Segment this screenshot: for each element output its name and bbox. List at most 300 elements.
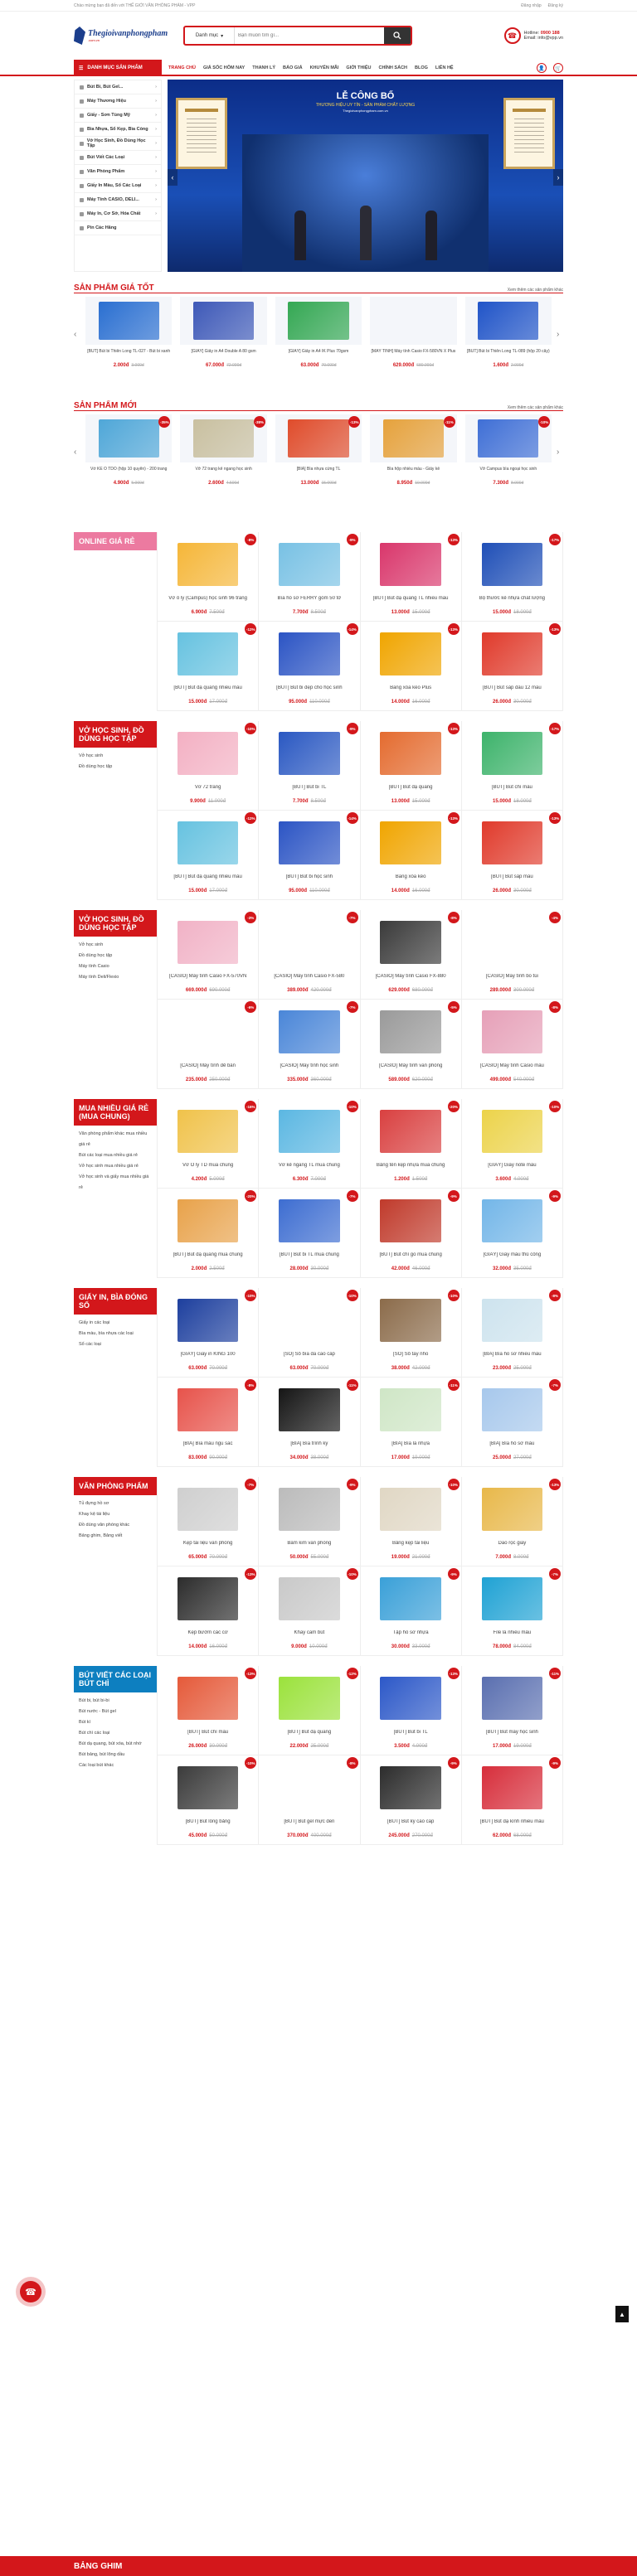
product-name[interactable]: Vở Ô ly TD mua chung bbox=[182, 1163, 234, 1168]
product-name[interactable]: [MÁY TÍNH] Máy tính Casio FX-580VN X Plus bbox=[371, 349, 456, 354]
product-price: 95.000đ bbox=[289, 889, 308, 893]
discount-badge: -13% bbox=[448, 1668, 460, 1679]
slider-prev-icon[interactable]: ‹ bbox=[74, 448, 77, 457]
product-image[interactable] bbox=[367, 1571, 455, 1626]
category-sublink[interactable]: Máy tính Casio bbox=[79, 964, 109, 969]
product-name[interactable]: [CASIO] Máy tính Casio FX-580 bbox=[274, 974, 345, 979]
category-sublink[interactable]: Bìa màu, bìa nhựa các loại bbox=[79, 1331, 134, 1336]
product-price: 3.500đ bbox=[394, 1744, 410, 1749]
product-card[interactable] bbox=[259, 721, 360, 811]
product-name[interactable]: Vở 72 trang bbox=[194, 785, 221, 790]
product-card[interactable] bbox=[462, 811, 563, 900]
product-image[interactable] bbox=[265, 1671, 353, 1726]
product-name[interactable]: Dao rọc giấy bbox=[498, 1541, 527, 1546]
product-card[interactable] bbox=[259, 1378, 360, 1467]
category-sublink[interactable]: Các loại bút khác bbox=[79, 1763, 114, 1768]
product-price: 13.000đ bbox=[300, 481, 319, 486]
product-card[interactable] bbox=[158, 1755, 259, 1845]
product-name[interactable]: [BÚT] Bút dạ quang nhiều màu bbox=[173, 685, 242, 690]
product-name[interactable]: [BÚT] Bút bi TL mua chung bbox=[279, 1252, 339, 1257]
nav-link-1[interactable]: GIÁ SỐC HÔM NAY bbox=[203, 65, 246, 70]
product-name[interactable]: [BÚT] Bút dạ quang bbox=[287, 1730, 332, 1735]
nav-link-6[interactable]: CHÍNH SÁCH bbox=[378, 65, 408, 70]
product-name[interactable]: [BÚT] Bút bi TL bbox=[393, 1730, 428, 1735]
product-card[interactable] bbox=[158, 1099, 259, 1189]
product-image[interactable] bbox=[164, 726, 251, 781]
product-name[interactable]: [BÚT] Bút sáp dầu 12 màu bbox=[483, 685, 542, 690]
product-card[interactable] bbox=[158, 811, 259, 900]
product-old-price: 4.000đ bbox=[411, 1744, 428, 1749]
product-image[interactable] bbox=[367, 1382, 455, 1437]
product-image[interactable] bbox=[265, 1382, 353, 1437]
product-image[interactable] bbox=[164, 816, 251, 870]
slider-next-icon[interactable]: › bbox=[557, 448, 560, 457]
category-sublink[interactable]: Đồ dùng văn phòng khác bbox=[79, 1523, 130, 1528]
category-sublink[interactable]: Khay kệ tài liệu bbox=[79, 1512, 110, 1517]
product-old-price: 400.000đ bbox=[310, 1833, 332, 1838]
product-name[interactable]: [CASIO] Máy tính bỏ túi bbox=[485, 974, 538, 979]
search-category-select[interactable] bbox=[185, 27, 235, 44]
category-sublink[interactable]: Tủ đựng hồ sơ bbox=[79, 1501, 109, 1506]
search-button[interactable] bbox=[384, 27, 411, 44]
cart-icon[interactable]: 🛒 bbox=[553, 63, 563, 73]
product-name[interactable]: [BÚT] Bút sáp màu bbox=[491, 874, 533, 879]
product-image[interactable] bbox=[265, 816, 353, 870]
category-block-title[interactable]: MUA NHIỀU GIÁ RẺ (MUA CHUNG) bbox=[74, 1099, 157, 1126]
product-name[interactable]: [BÌA] Bìa nhựa cứng TL bbox=[296, 467, 341, 472]
side-category-item[interactable] bbox=[75, 151, 161, 165]
product-card[interactable] bbox=[259, 1477, 360, 1566]
product-image[interactable] bbox=[265, 1293, 353, 1348]
product-card[interactable] bbox=[361, 532, 462, 622]
category-menu-button[interactable] bbox=[74, 60, 162, 76]
product-name[interactable]: [BÚT] Bút bi Thiên Long TL-089 (hộp 20 cây) bbox=[467, 349, 550, 354]
category-sublink[interactable]: Đồ dùng học tập bbox=[79, 764, 113, 769]
product-name[interactable]: [GIẤY] Giấy note màu bbox=[488, 1163, 537, 1168]
product-old-price: 11.000đ bbox=[207, 799, 226, 804]
product-image[interactable] bbox=[469, 1194, 556, 1248]
product-card[interactable] bbox=[361, 1755, 462, 1845]
product-card[interactable] bbox=[259, 910, 360, 1000]
product-image[interactable] bbox=[367, 816, 455, 870]
product-name[interactable]: [BÌA] Bìa màu ngũ sắc bbox=[182, 1441, 233, 1446]
product-image[interactable] bbox=[265, 1760, 353, 1815]
category-sublink[interactable]: Sổ các loại bbox=[79, 1342, 101, 1347]
nav-link-7[interactable]: BLOG bbox=[415, 65, 428, 70]
product-price-row bbox=[85, 481, 172, 486]
product-image[interactable] bbox=[367, 1104, 455, 1159]
product-name[interactable]: [BÚT] Bút ký cao cấp bbox=[387, 1819, 435, 1824]
product-card[interactable] bbox=[180, 297, 266, 385]
product-image[interactable] bbox=[265, 726, 353, 781]
product-card[interactable] bbox=[275, 297, 362, 385]
product-thumbnail bbox=[279, 1488, 340, 1532]
product-price-row bbox=[164, 1555, 251, 1560]
product-name[interactable]: Bấm kim văn phòng bbox=[287, 1541, 332, 1546]
side-category-item[interactable] bbox=[75, 137, 161, 151]
product-thumbnail bbox=[380, 821, 441, 865]
product-name[interactable]: Băng xóa kéo bbox=[395, 874, 426, 879]
product-card[interactable] bbox=[462, 910, 563, 1000]
product-name[interactable]: [CASIO] Máy tính Casio màu bbox=[479, 1063, 544, 1068]
product-thumbnail bbox=[380, 1677, 441, 1721]
product-image[interactable] bbox=[265, 915, 353, 970]
product-card[interactable] bbox=[361, 1378, 462, 1467]
category-sublink[interactable]: Vở học sinh bbox=[79, 942, 104, 947]
product-price-row bbox=[265, 799, 353, 804]
side-category-item[interactable] bbox=[75, 193, 161, 207]
product-name[interactable]: Vở Campus bìa ngoại học sinh bbox=[479, 467, 537, 472]
product-image[interactable] bbox=[469, 1104, 556, 1159]
banner-next-arrow-icon[interactable]: › bbox=[553, 169, 563, 186]
product-name[interactable]: [BÚT] Bút chì màu bbox=[187, 1730, 229, 1735]
category-sublink[interactable]: Vở học sinh bbox=[79, 753, 104, 758]
product-name[interactable]: [BÚT] Bút dạ quang nhiều màu bbox=[173, 874, 242, 879]
product-image[interactable] bbox=[164, 1671, 251, 1726]
product-image[interactable] bbox=[465, 297, 552, 345]
product-name[interactable]: [BÌA] Bìa hồ sơ nhiều màu bbox=[483, 1352, 542, 1357]
product-card[interactable] bbox=[85, 297, 172, 385]
product-name[interactable]: Bộ thước kẻ nhựa chất lượng bbox=[479, 596, 546, 601]
category-product-grid bbox=[157, 721, 563, 900]
product-thumbnail bbox=[380, 1110, 441, 1154]
product-card[interactable] bbox=[465, 414, 552, 502]
product-image[interactable] bbox=[265, 1482, 353, 1537]
nav-link-3[interactable]: BÁO GIÁ bbox=[283, 65, 303, 70]
product-card[interactable] bbox=[462, 1378, 563, 1467]
discount-badge: -12% bbox=[245, 623, 256, 635]
product-card[interactable] bbox=[465, 297, 552, 385]
product-image[interactable] bbox=[367, 1005, 455, 1059]
product-card[interactable] bbox=[85, 414, 172, 502]
product-name[interactable]: [BÚT] Bút chì gỗ mua chung bbox=[379, 1252, 442, 1257]
product-image[interactable] bbox=[164, 1293, 251, 1348]
product-card[interactable] bbox=[361, 1477, 462, 1566]
hotline-number[interactable]: 0900 188 bbox=[540, 31, 560, 36]
product-image[interactable] bbox=[164, 627, 251, 681]
product-thumbnail bbox=[380, 1766, 441, 1810]
product-image[interactable] bbox=[367, 1293, 455, 1348]
product-card[interactable] bbox=[259, 1288, 360, 1378]
product-image[interactable] bbox=[265, 627, 353, 681]
side-category-item[interactable] bbox=[75, 94, 161, 109]
product-card[interactable] bbox=[158, 1288, 259, 1378]
product-name[interactable]: Bảng tên kẹp nhựa mua chung bbox=[376, 1163, 445, 1168]
product-image[interactable] bbox=[367, 1194, 455, 1248]
category-sublink[interactable]: Bút kí bbox=[79, 1720, 91, 1725]
category-sublink[interactable]: Bút các loại mua nhiều giá rẻ bbox=[79, 1153, 138, 1158]
product-card[interactable] bbox=[158, 1000, 259, 1089]
product-image[interactable] bbox=[469, 1382, 556, 1437]
product-price: 83.000đ bbox=[188, 1455, 207, 1460]
product-name[interactable]: File lá nhiều màu bbox=[493, 1630, 532, 1635]
product-card[interactable] bbox=[361, 1189, 462, 1278]
product-image[interactable] bbox=[164, 1571, 251, 1626]
product-name[interactable]: [CASIO] Máy tính văn phòng bbox=[378, 1063, 443, 1068]
side-category-item[interactable] bbox=[75, 165, 161, 179]
category-sublink[interactable]: Bút nước - Bút gel bbox=[79, 1709, 116, 1714]
product-image[interactable] bbox=[469, 1482, 556, 1537]
product-name[interactable]: [CASIO] Máy tính Casio FX-880 bbox=[375, 974, 446, 979]
product-image[interactable] bbox=[367, 1671, 455, 1726]
product-name[interactable]: Bảng kẹp tài liệu bbox=[391, 1541, 430, 1546]
product-name[interactable]: [BÚT] Bút dạ quang bbox=[388, 785, 433, 790]
product-image[interactable] bbox=[469, 915, 556, 970]
product-name[interactable]: [SỔ] Sổ bìa da cao cấp bbox=[283, 1352, 335, 1357]
category-block-title[interactable]: GIẤY IN, BÌA ĐÓNG SỔ bbox=[74, 1288, 157, 1315]
product-card[interactable] bbox=[158, 1378, 259, 1467]
product-image[interactable] bbox=[265, 537, 353, 592]
product-image[interactable] bbox=[367, 537, 455, 592]
product-name[interactable]: Khay cắm bút bbox=[294, 1630, 325, 1635]
search-input[interactable] bbox=[235, 27, 384, 44]
category-block-title[interactable]: ONLINE GIÁ RẺ bbox=[74, 532, 157, 550]
product-thumbnail bbox=[279, 1577, 340, 1621]
good-price-more-link[interactable]: Xem thêm các sản phẩm khác bbox=[507, 288, 563, 293]
nav-link-4[interactable]: KHUYẾN MÃI bbox=[309, 65, 339, 70]
product-card[interactable] bbox=[361, 1566, 462, 1656]
product-card[interactable] bbox=[370, 414, 456, 502]
product-name[interactable]: [BÚT] Bút dạ quang TL nhiều màu bbox=[372, 596, 449, 601]
product-name[interactable]: [BÚT] Bút bi đẹp cho học sinh bbox=[276, 685, 343, 690]
product-card[interactable] bbox=[462, 1000, 563, 1089]
nav-link-2[interactable]: THANH LÝ bbox=[252, 65, 276, 70]
category-block-title[interactable]: VỞ HỌC SINH, ĐỒ DÙNG HỌC TẬP bbox=[74, 910, 157, 937]
category-sublink[interactable]: Bút bảng, bút lông dầu bbox=[79, 1752, 125, 1757]
product-card[interactable] bbox=[462, 532, 563, 622]
product-image[interactable] bbox=[164, 1760, 251, 1815]
product-thumbnail bbox=[380, 1010, 441, 1054]
product-image[interactable] bbox=[265, 1005, 353, 1059]
product-card[interactable] bbox=[361, 1666, 462, 1755]
chevron-down-icon: ▾ bbox=[221, 33, 224, 39]
product-name[interactable]: [BÌA] Bìa trình ký bbox=[290, 1441, 328, 1446]
category-sublink[interactable]: Giấy in các loại bbox=[79, 1320, 110, 1325]
product-card[interactable] bbox=[259, 532, 360, 622]
product-name[interactable]: [SỔ] Sổ tay nhỏ bbox=[392, 1352, 429, 1357]
product-name[interactable]: [GIẤY] Giấy in KING 100 bbox=[180, 1352, 236, 1357]
side-category-item[interactable] bbox=[75, 80, 161, 94]
product-image[interactable] bbox=[180, 297, 266, 345]
product-card[interactable] bbox=[259, 1000, 360, 1089]
product-price-row bbox=[85, 363, 172, 368]
product-card[interactable] bbox=[158, 532, 259, 622]
hero-banner[interactable] bbox=[168, 80, 563, 272]
product-thumbnail bbox=[482, 732, 543, 776]
side-category-item[interactable] bbox=[75, 123, 161, 137]
login-link[interactable]: Đăng nhập bbox=[521, 3, 542, 8]
product-name[interactable]: Tập hồ sơ nhựa bbox=[392, 1630, 429, 1635]
product-image[interactable] bbox=[367, 726, 455, 781]
category-sublink[interactable]: Bảng ghim, Bảng viết bbox=[79, 1533, 123, 1538]
product-card[interactable] bbox=[361, 811, 462, 900]
product-card[interactable] bbox=[462, 721, 563, 811]
banner-prev-arrow-icon[interactable]: ‹ bbox=[168, 169, 177, 186]
nav-link-8[interactable]: LIÊN HỆ bbox=[435, 65, 454, 70]
side-category-item[interactable] bbox=[75, 109, 161, 123]
product-card[interactable] bbox=[462, 1755, 563, 1845]
product-name[interactable]: [BÌA] Bìa lá nhựa bbox=[391, 1441, 430, 1446]
category-sublink[interactable]: Văn phòng phẩm khác mua nhiều giá rẻ bbox=[79, 1131, 148, 1147]
product-card[interactable] bbox=[462, 1566, 563, 1656]
discount-badge: -10% bbox=[347, 1568, 358, 1580]
product-name[interactable]: [BÚT] Bút dạ kính nhiều màu bbox=[479, 1819, 544, 1824]
product-image[interactable] bbox=[469, 1005, 556, 1059]
product-card[interactable] bbox=[462, 1666, 563, 1755]
product-name[interactable]: [BÚT] Bút bi TL bbox=[292, 785, 327, 790]
product-image[interactable] bbox=[275, 297, 362, 345]
product-image[interactable] bbox=[265, 1571, 353, 1626]
category-sublink[interactable]: Bút dạ quang, bút xóa, bút nhớ bbox=[79, 1741, 142, 1746]
product-card[interactable] bbox=[158, 1189, 259, 1278]
product-image[interactable] bbox=[265, 1104, 353, 1159]
category-sublink[interactable]: Máy tính Deli/Flexio bbox=[79, 975, 119, 980]
product-price-row bbox=[367, 1266, 455, 1271]
product-card[interactable] bbox=[275, 414, 362, 502]
nav-link-0[interactable]: TRANG CHỦ bbox=[168, 65, 196, 70]
product-name[interactable]: Kẹp bướm các cỡ bbox=[187, 1630, 228, 1635]
site-logo[interactable] bbox=[74, 25, 177, 46]
category-sublink[interactable]: Vở học sinh và giấy mua nhiều giá rẻ bbox=[79, 1174, 149, 1190]
product-image[interactable] bbox=[367, 1482, 455, 1537]
category-sublink[interactable]: Bút chì các loại bbox=[79, 1731, 110, 1736]
product-card[interactable] bbox=[158, 910, 259, 1000]
product-image[interactable] bbox=[469, 627, 556, 681]
product-image[interactable] bbox=[469, 1760, 556, 1815]
product-card[interactable] bbox=[361, 1000, 462, 1089]
product-image[interactable] bbox=[164, 537, 251, 592]
product-image[interactable] bbox=[469, 1293, 556, 1348]
product-card[interactable] bbox=[462, 1288, 563, 1378]
product-image[interactable] bbox=[370, 297, 456, 345]
product-name[interactable]: [CASIO] Máy tính học sinh bbox=[280, 1063, 339, 1068]
product-name[interactable]: [BÚT] Bút bi học sinh bbox=[285, 874, 333, 879]
product-card[interactable] bbox=[158, 1477, 259, 1566]
product-name[interactable]: Kẹp tài liệu văn phòng bbox=[182, 1541, 233, 1546]
floating-phone-icon[interactable]: ☎ bbox=[20, 2281, 41, 2302]
product-image[interactable] bbox=[469, 537, 556, 592]
good-price-header bbox=[74, 278, 563, 293]
category-sublink[interactable]: Đồ dùng học tập bbox=[79, 953, 113, 958]
product-image[interactable] bbox=[85, 297, 172, 345]
product-card[interactable] bbox=[158, 1666, 259, 1755]
product-name[interactable]: Vở kẻ ngang TL mua chung bbox=[278, 1163, 340, 1168]
product-card[interactable] bbox=[361, 910, 462, 1000]
product-card[interactable] bbox=[158, 721, 259, 811]
product-card[interactable] bbox=[259, 1566, 360, 1656]
product-card[interactable] bbox=[462, 1189, 563, 1278]
product-name[interactable]: Vở 72 trang kẻ ngang học sinh bbox=[195, 467, 252, 472]
product-image[interactable] bbox=[469, 726, 556, 781]
product-card[interactable] bbox=[361, 721, 462, 811]
product-name[interactable]: [BÚT] Bút lông bảng bbox=[185, 1819, 231, 1824]
product-image[interactable] bbox=[164, 1104, 251, 1159]
product-name[interactable]: [GIẤY] Giấy in A4 IK Plus 70gsm bbox=[288, 349, 349, 354]
product-thumbnail bbox=[380, 632, 441, 676]
product-image[interactable] bbox=[164, 1194, 251, 1248]
product-card[interactable] bbox=[158, 1566, 259, 1656]
category-sublink[interactable]: Bút bi, bút bi-bi bbox=[79, 1698, 109, 1703]
product-name[interactable]: [BÚT] Bút bi Thiên Long TL-027 - Bút bi xanh bbox=[87, 349, 171, 354]
category-block-title[interactable]: VỞ HỌC SINH, ĐỒ DÙNG HỌC TẬP bbox=[74, 721, 157, 748]
product-image[interactable] bbox=[164, 915, 251, 970]
category-sublink[interactable]: Vở học sinh mua nhiều giá rẻ bbox=[79, 1164, 139, 1169]
product-image[interactable] bbox=[469, 816, 556, 870]
product-name[interactable]: Băng xóa kéo Plus bbox=[390, 685, 432, 690]
user-icon[interactable]: 👤 bbox=[537, 63, 547, 73]
product-name[interactable]: [CASIO] Máy tính để bàn bbox=[180, 1063, 236, 1068]
product-name[interactable]: [GIẤY] Giấy màu thủ công bbox=[483, 1252, 542, 1257]
product-card[interactable] bbox=[259, 1099, 360, 1189]
welcome-text: Chào mừng bạn đã đến với THẾ GIỚI VĂN PHÒNG PHẨM - VPP bbox=[74, 3, 196, 8]
product-name[interactable]: Bìa hồ sơ FERRY gồm 50 tờ bbox=[277, 596, 342, 601]
product-name[interactable]: Bìa hộp nhiều màu - Giấy kẻ bbox=[387, 467, 440, 472]
product-card[interactable] bbox=[259, 1189, 360, 1278]
product-name[interactable]: [BÚT] Bút dạ quang mua chung bbox=[173, 1252, 243, 1257]
nav-link-5[interactable]: GIỚI THIỆU bbox=[346, 65, 372, 70]
product-card[interactable] bbox=[180, 414, 266, 502]
side-category-item[interactable] bbox=[75, 179, 161, 193]
product-name[interactable]: [GIẤY] Giấy in A4 Double A 80 gsm bbox=[191, 349, 256, 354]
product-image[interactable] bbox=[469, 1671, 556, 1726]
category-block-title[interactable]: BÚT VIẾT CÁC LOẠI BÚT CHÌ bbox=[74, 1666, 157, 1692]
product-name[interactable]: [CASIO] Máy tính Casio FX-570VN bbox=[168, 974, 247, 979]
category-block-sublinks bbox=[74, 1495, 157, 1545]
product-image[interactable] bbox=[367, 627, 455, 681]
slider-prev-icon[interactable]: ‹ bbox=[74, 330, 77, 339]
product-thumbnail bbox=[482, 1010, 543, 1054]
product-card[interactable] bbox=[462, 1477, 563, 1566]
category-icon bbox=[80, 226, 84, 230]
product-image[interactable] bbox=[367, 1760, 455, 1815]
product-card[interactable] bbox=[259, 1666, 360, 1755]
side-category-item[interactable] bbox=[75, 207, 161, 221]
product-image[interactable] bbox=[469, 1571, 556, 1626]
product-card[interactable] bbox=[259, 1755, 360, 1845]
category-block-title[interactable]: VĂN PHÒNG PHẨM bbox=[74, 1477, 157, 1495]
email-address[interactable]: info@vpp.vn bbox=[537, 36, 563, 41]
product-name[interactable]: [BÌA] Bìa hồ sơ màu bbox=[489, 1441, 535, 1446]
product-card[interactable] bbox=[361, 1099, 462, 1189]
product-name[interactable]: [BÚT] Bút máy học sinh bbox=[485, 1730, 538, 1735]
back-to-top-icon[interactable]: ▲ bbox=[615, 2306, 629, 2322]
product-image[interactable] bbox=[164, 1382, 251, 1437]
product-image[interactable] bbox=[164, 1482, 251, 1537]
new-products-more-link[interactable]: Xem thêm các sản phẩm khác bbox=[507, 405, 563, 410]
product-card[interactable] bbox=[361, 622, 462, 711]
product-card[interactable] bbox=[361, 1288, 462, 1378]
register-link[interactable]: Đăng ký bbox=[547, 3, 563, 8]
product-image[interactable] bbox=[367, 915, 455, 970]
product-card[interactable] bbox=[158, 622, 259, 711]
product-name[interactable]: [BÚT] Bút chì màu bbox=[491, 785, 532, 790]
product-name[interactable]: [BÚT] Bút gel mực đen bbox=[284, 1819, 335, 1824]
product-card[interactable] bbox=[259, 811, 360, 900]
product-name[interactable]: Vở KẺ Ô TDO (hộp 10 quyển) - 200 trang bbox=[90, 467, 168, 472]
product-card[interactable] bbox=[462, 1099, 563, 1189]
product-name[interactable]: Vở ô ly (Campus) học sinh 96 trang bbox=[168, 596, 247, 601]
discount-badge: -13% bbox=[245, 1668, 256, 1679]
side-category-item[interactable] bbox=[75, 221, 161, 235]
product-image[interactable] bbox=[265, 1194, 353, 1248]
product-card[interactable] bbox=[462, 622, 563, 711]
product-card[interactable] bbox=[370, 297, 456, 385]
product-image[interactable] bbox=[164, 1005, 251, 1059]
product-thumbnail bbox=[482, 1299, 543, 1343]
product-old-price: 8.500đ bbox=[310, 610, 326, 615]
product-card[interactable] bbox=[259, 622, 360, 711]
slider-next-icon[interactable]: › bbox=[557, 330, 560, 339]
